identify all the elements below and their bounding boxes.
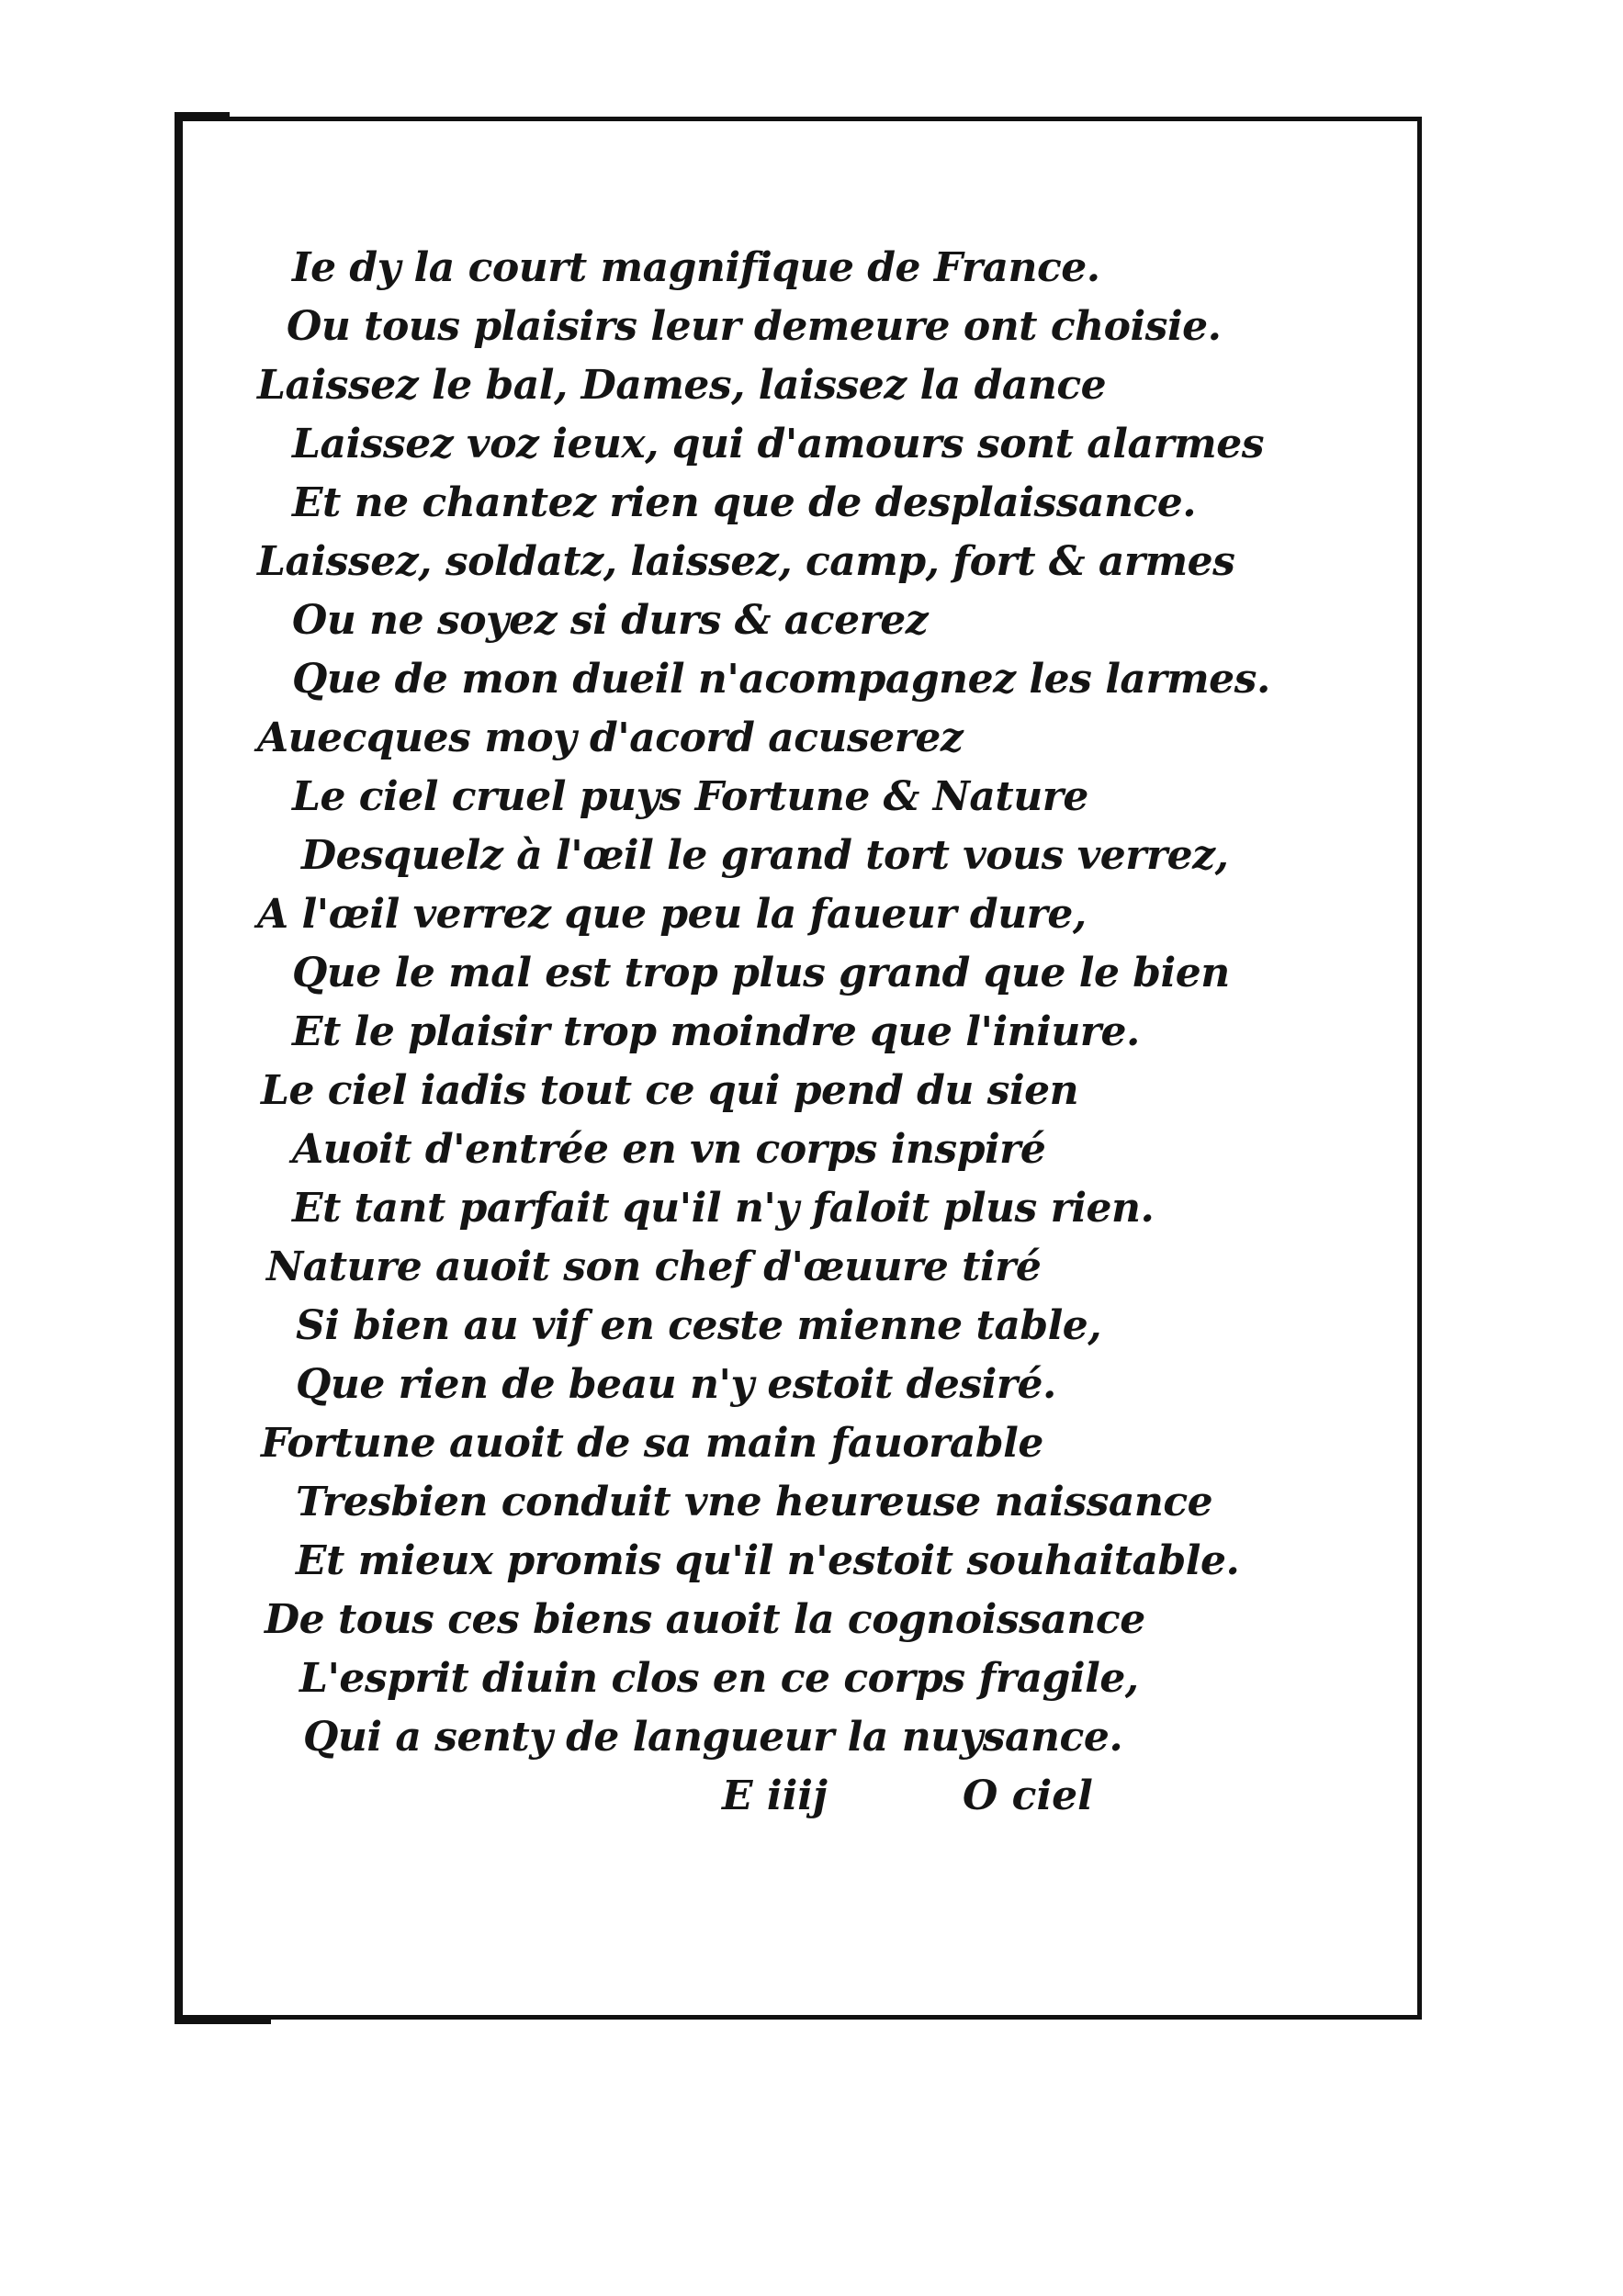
poem-line: Laissez le bal, Dames, laissez la dance: [257, 362, 1107, 409]
poem-line: Nature auoit son chef d'œuure tiré: [266, 1244, 1042, 1290]
poem-line: Ie dy la court magnifique de France.: [292, 244, 1100, 291]
poem-line: Le ciel iadis tout ce qui pend du sien: [261, 1067, 1079, 1114]
poem-line: Laissez voz ieux, qui d'amours sont alarmes: [292, 421, 1264, 467]
poem-line: De tous ces biens auoit la cognoissance: [265, 1596, 1145, 1643]
poem-line: Le ciel cruel puys Fortune & Nature: [292, 773, 1088, 820]
poem-line: Desquelz à l'œil le grand tort vous verrez,: [301, 832, 1229, 879]
catchword: O ciel: [963, 1773, 1093, 1819]
poem-line: Qui a senty de langueur la nuysance.: [303, 1714, 1123, 1761]
poem-line: Et tant parfait qu'il n'y faloit plus rien.: [292, 1185, 1155, 1232]
poem-line: Fortune auoit de sa main fauorable: [261, 1420, 1043, 1467]
poem-line: Tresbien conduit vne heureuse naissance: [296, 1479, 1213, 1525]
poem-line: Auecques moy d'acord acuserez: [257, 715, 964, 761]
poem-line: Ou ne soyez si durs & acerez: [292, 597, 929, 644]
poem-line: Que rien de beau n'y estoit desiré.: [296, 1361, 1056, 1408]
poem-line: Auoit d'entrée en vn corps inspiré: [292, 1126, 1046, 1173]
poem-line: L'esprit diuin clos en ce corps fragile,: [299, 1655, 1139, 1702]
poem-line: Laissez, soldatz, laissez, camp, fort & armes: [257, 538, 1235, 585]
signature-mark: E iiij: [722, 1773, 828, 1819]
poem-line: A l'œil verrez que peu la faueur dure,: [257, 891, 1087, 938]
poem-line: Et ne chantez rien que de desplaissance.: [292, 479, 1197, 526]
poem-line: Si bien au vif en ceste mienne table,: [296, 1302, 1102, 1349]
poem-line: Et le plaisir trop moindre que l'iniure.: [292, 1008, 1140, 1055]
poem-line: Que le mal est trop plus grand que le bien: [292, 950, 1230, 996]
poem-line: Ou tous plaisirs leur demeure ont choisie.: [287, 303, 1222, 350]
poem-line: Et mieux promis qu'il n'estoit souhaitable.: [296, 1537, 1240, 1584]
poem-line: Que de mon dueil n'acompagnez les larmes.: [292, 656, 1270, 703]
